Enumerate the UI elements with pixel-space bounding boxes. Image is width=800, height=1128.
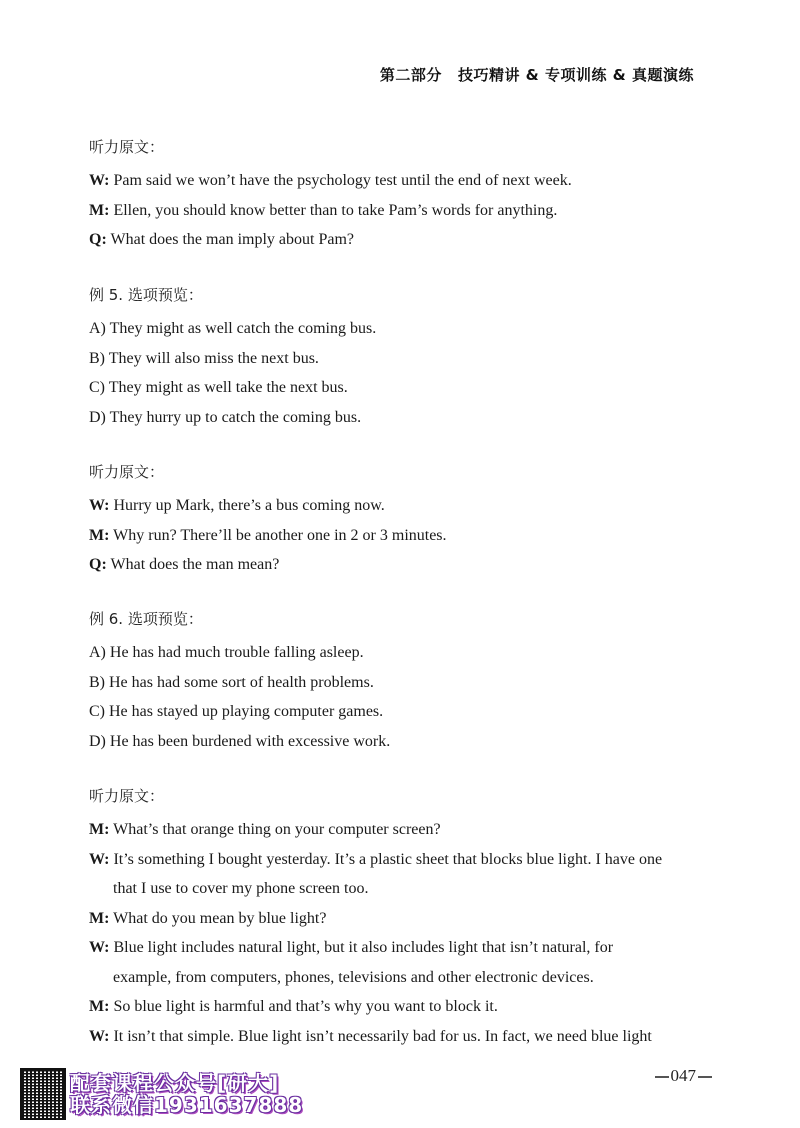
utterance: What does the man imply about Pam? — [106, 231, 354, 248]
example-5-options — [89, 284, 701, 432]
utterance: Why run? There’ll be another one in 2 or 3 minutes. — [109, 526, 447, 544]
option-d: D) He has been burdened with excessive work. — [89, 732, 391, 750]
speaker: M: — [89, 201, 110, 219]
utterance: Blue light includes natural light, but it also includes light that isn’t natural, for — [109, 939, 614, 956]
example-label: 例 6. 选项预览： — [89, 610, 203, 628]
utterance: What does the man mean? — [106, 556, 280, 573]
option-b: B) They will also miss the next bus. — [89, 349, 319, 367]
page-number — [653, 1066, 715, 1086]
option-c: C) They might as well take the next bus. — [89, 379, 348, 396]
dialogue-line — [89, 491, 701, 521]
utterance: What do you mean by blue light? — [109, 909, 327, 927]
utterance-continuation: that I use to cover my phone screen too. — [113, 880, 369, 897]
utterance: Ellen, you should know better than to take Pam’s words for anything. — [109, 201, 558, 219]
transcript-label: 听力原文： — [89, 138, 165, 156]
dialogue-line — [89, 992, 701, 1022]
dialogue-line — [89, 521, 701, 551]
dialogue-line — [89, 550, 701, 580]
utterance-continuation: example, from computers, phones, televisions and other electronic devices. — [113, 968, 594, 986]
utterance: So blue light is harmful and that’s why you want to block it. — [109, 998, 498, 1015]
speaker: M: — [89, 909, 110, 927]
dialogue-line — [89, 933, 701, 992]
promo-line-2: 联系微信1931637888 — [70, 1093, 304, 1117]
promo-footer — [20, 1068, 303, 1120]
option-d: D) They hurry up to catch the coming bus. — [89, 408, 362, 426]
transcript-label: 听力原文： — [89, 787, 165, 805]
speaker: Q: — [89, 231, 107, 248]
speaker: W: — [89, 497, 110, 514]
option-a: A) They might as well catch the coming bus. — [89, 320, 377, 337]
speaker: W: — [89, 1027, 110, 1045]
dialogue-line — [89, 225, 701, 255]
option-c: C) He has stayed up playing computer games. — [89, 703, 384, 720]
utterance: What’s that orange thing on your computer screen? — [109, 821, 441, 838]
example-6-options — [89, 608, 701, 756]
dialogue-line — [89, 845, 701, 904]
utterance: Pam said we won’t have the psychology test until the end of next week. — [109, 172, 572, 189]
dialogue-line — [89, 166, 701, 196]
page-number-text: 047 — [670, 1066, 696, 1085]
qr-code-icon — [20, 1068, 66, 1120]
transcript-3 — [89, 785, 701, 1051]
header-section: 第二部分 — [379, 66, 442, 84]
promo-text — [70, 1072, 303, 1116]
running-header — [380, 64, 694, 85]
dialogue-line — [89, 815, 701, 845]
header-title: 技巧精讲 & 专项训练 & 真题演练 — [457, 66, 694, 84]
speaker: W: — [89, 939, 110, 956]
utterance: It’s something I bought yesterday. It’s a plastic sheet that blocks blue light. I have one — [109, 850, 663, 868]
dialogue-line — [89, 196, 701, 226]
speaker: W: — [89, 172, 110, 189]
transcript-1 — [89, 136, 701, 255]
promo-line-1: 配套课程公众号[研大] — [70, 1071, 280, 1095]
dialogue-line — [89, 904, 701, 934]
transcript-2 — [89, 461, 701, 580]
utterance: Hurry up Mark, there’s a bus coming now. — [109, 497, 385, 514]
utterance: It isn’t that simple. Blue light isn’t necessarily bad for us. In fact, we need blue light — [109, 1027, 652, 1045]
page-number-ornament-icon — [698, 1076, 712, 1078]
speaker: W: — [89, 850, 110, 868]
speaker: M: — [89, 998, 110, 1015]
page-number-ornament-icon — [655, 1076, 669, 1078]
option-b: B) He has had some sort of health problems. — [89, 673, 374, 691]
speaker: M: — [89, 821, 110, 838]
example-label: 例 5. 选项预览： — [89, 286, 203, 304]
dialogue-line — [89, 1022, 701, 1052]
transcript-label: 听力原文： — [89, 463, 165, 481]
speaker: Q: — [89, 556, 107, 573]
speaker: M: — [89, 526, 110, 544]
option-a: A) He has had much trouble falling asleep. — [89, 644, 364, 661]
